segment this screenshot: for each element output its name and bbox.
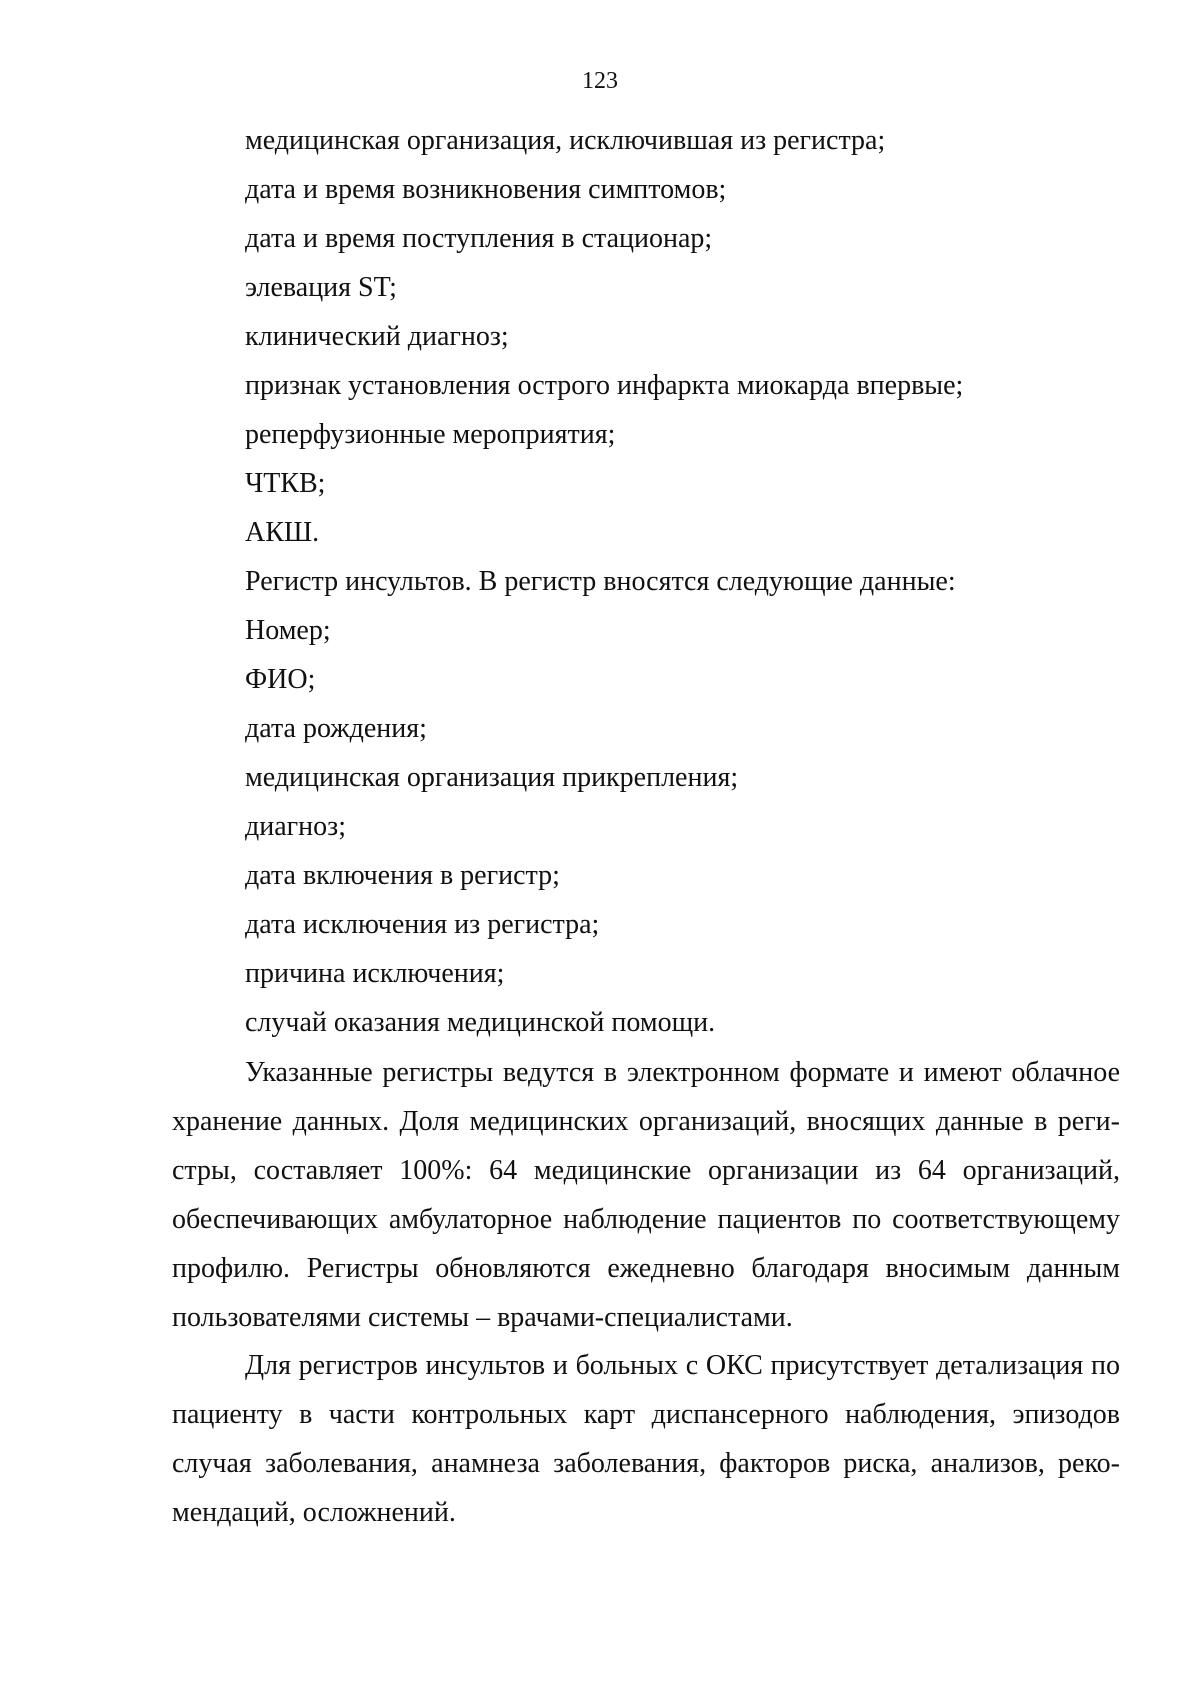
list-item: дата и время поступления в стационар;	[245, 223, 713, 254]
paragraph-registries-detail: Для регистров инсультов и больных с ОКС присутствует детализация по пациенту в части контрольных карт диспансерного наблюдения, эпизодов случая заболевания, анамнеза заболевания, факторов риска, анализов, рекомендаций, осложнений.	[172, 1350, 1120, 1528]
list-item: признак установления острого инфаркта миокарда впервые;	[245, 370, 964, 401]
list-item: ФИО;	[245, 664, 316, 695]
list-item: элевация ST;	[245, 272, 397, 303]
list-item: дата исключения из регистра;	[245, 909, 600, 940]
list-item: дата и время возникновения симптомов;	[245, 174, 727, 205]
list-item: дата рождения;	[245, 713, 427, 744]
list-item: случай оказания медицинской помощи.	[245, 1007, 716, 1038]
list-item: реперфузионные мероприятия;	[245, 419, 616, 450]
list-item: медицинская организация, исключившая из регистра;	[245, 125, 886, 156]
list-item: ЧТКВ;	[245, 468, 326, 499]
list-item: АКШ.	[245, 517, 320, 548]
data-fields-list	[245, 116, 963, 1047]
page-number: 123	[582, 68, 618, 94]
list-item: Регистр инсультов. В регистр вносятся следующие данные:	[245, 566, 956, 597]
list-item: медицинская организация прикрепления;	[245, 762, 739, 793]
list-item: Номер;	[245, 615, 331, 646]
paragraph-registries-format: Указанные регистры ведутся в электронном формате и имеют облачное хранение данных. Доля медицинских организаций, вносящих данные в регистры, составляет 100%: 64 медицинские организации из 64 организаций, обеспечивающих амбулаторное наблюдение пациентов по соответствующему профилю. Регистры обновляются ежедневно благодаря вносимым данным пользователями системы – врачами-специалистами.	[172, 1057, 1120, 1333]
list-item: причина исключения;	[245, 958, 505, 989]
list-item: дата включения в регистр;	[245, 860, 560, 891]
list-item: диагноз;	[245, 811, 346, 842]
list-item: клинический диагноз;	[245, 321, 509, 352]
